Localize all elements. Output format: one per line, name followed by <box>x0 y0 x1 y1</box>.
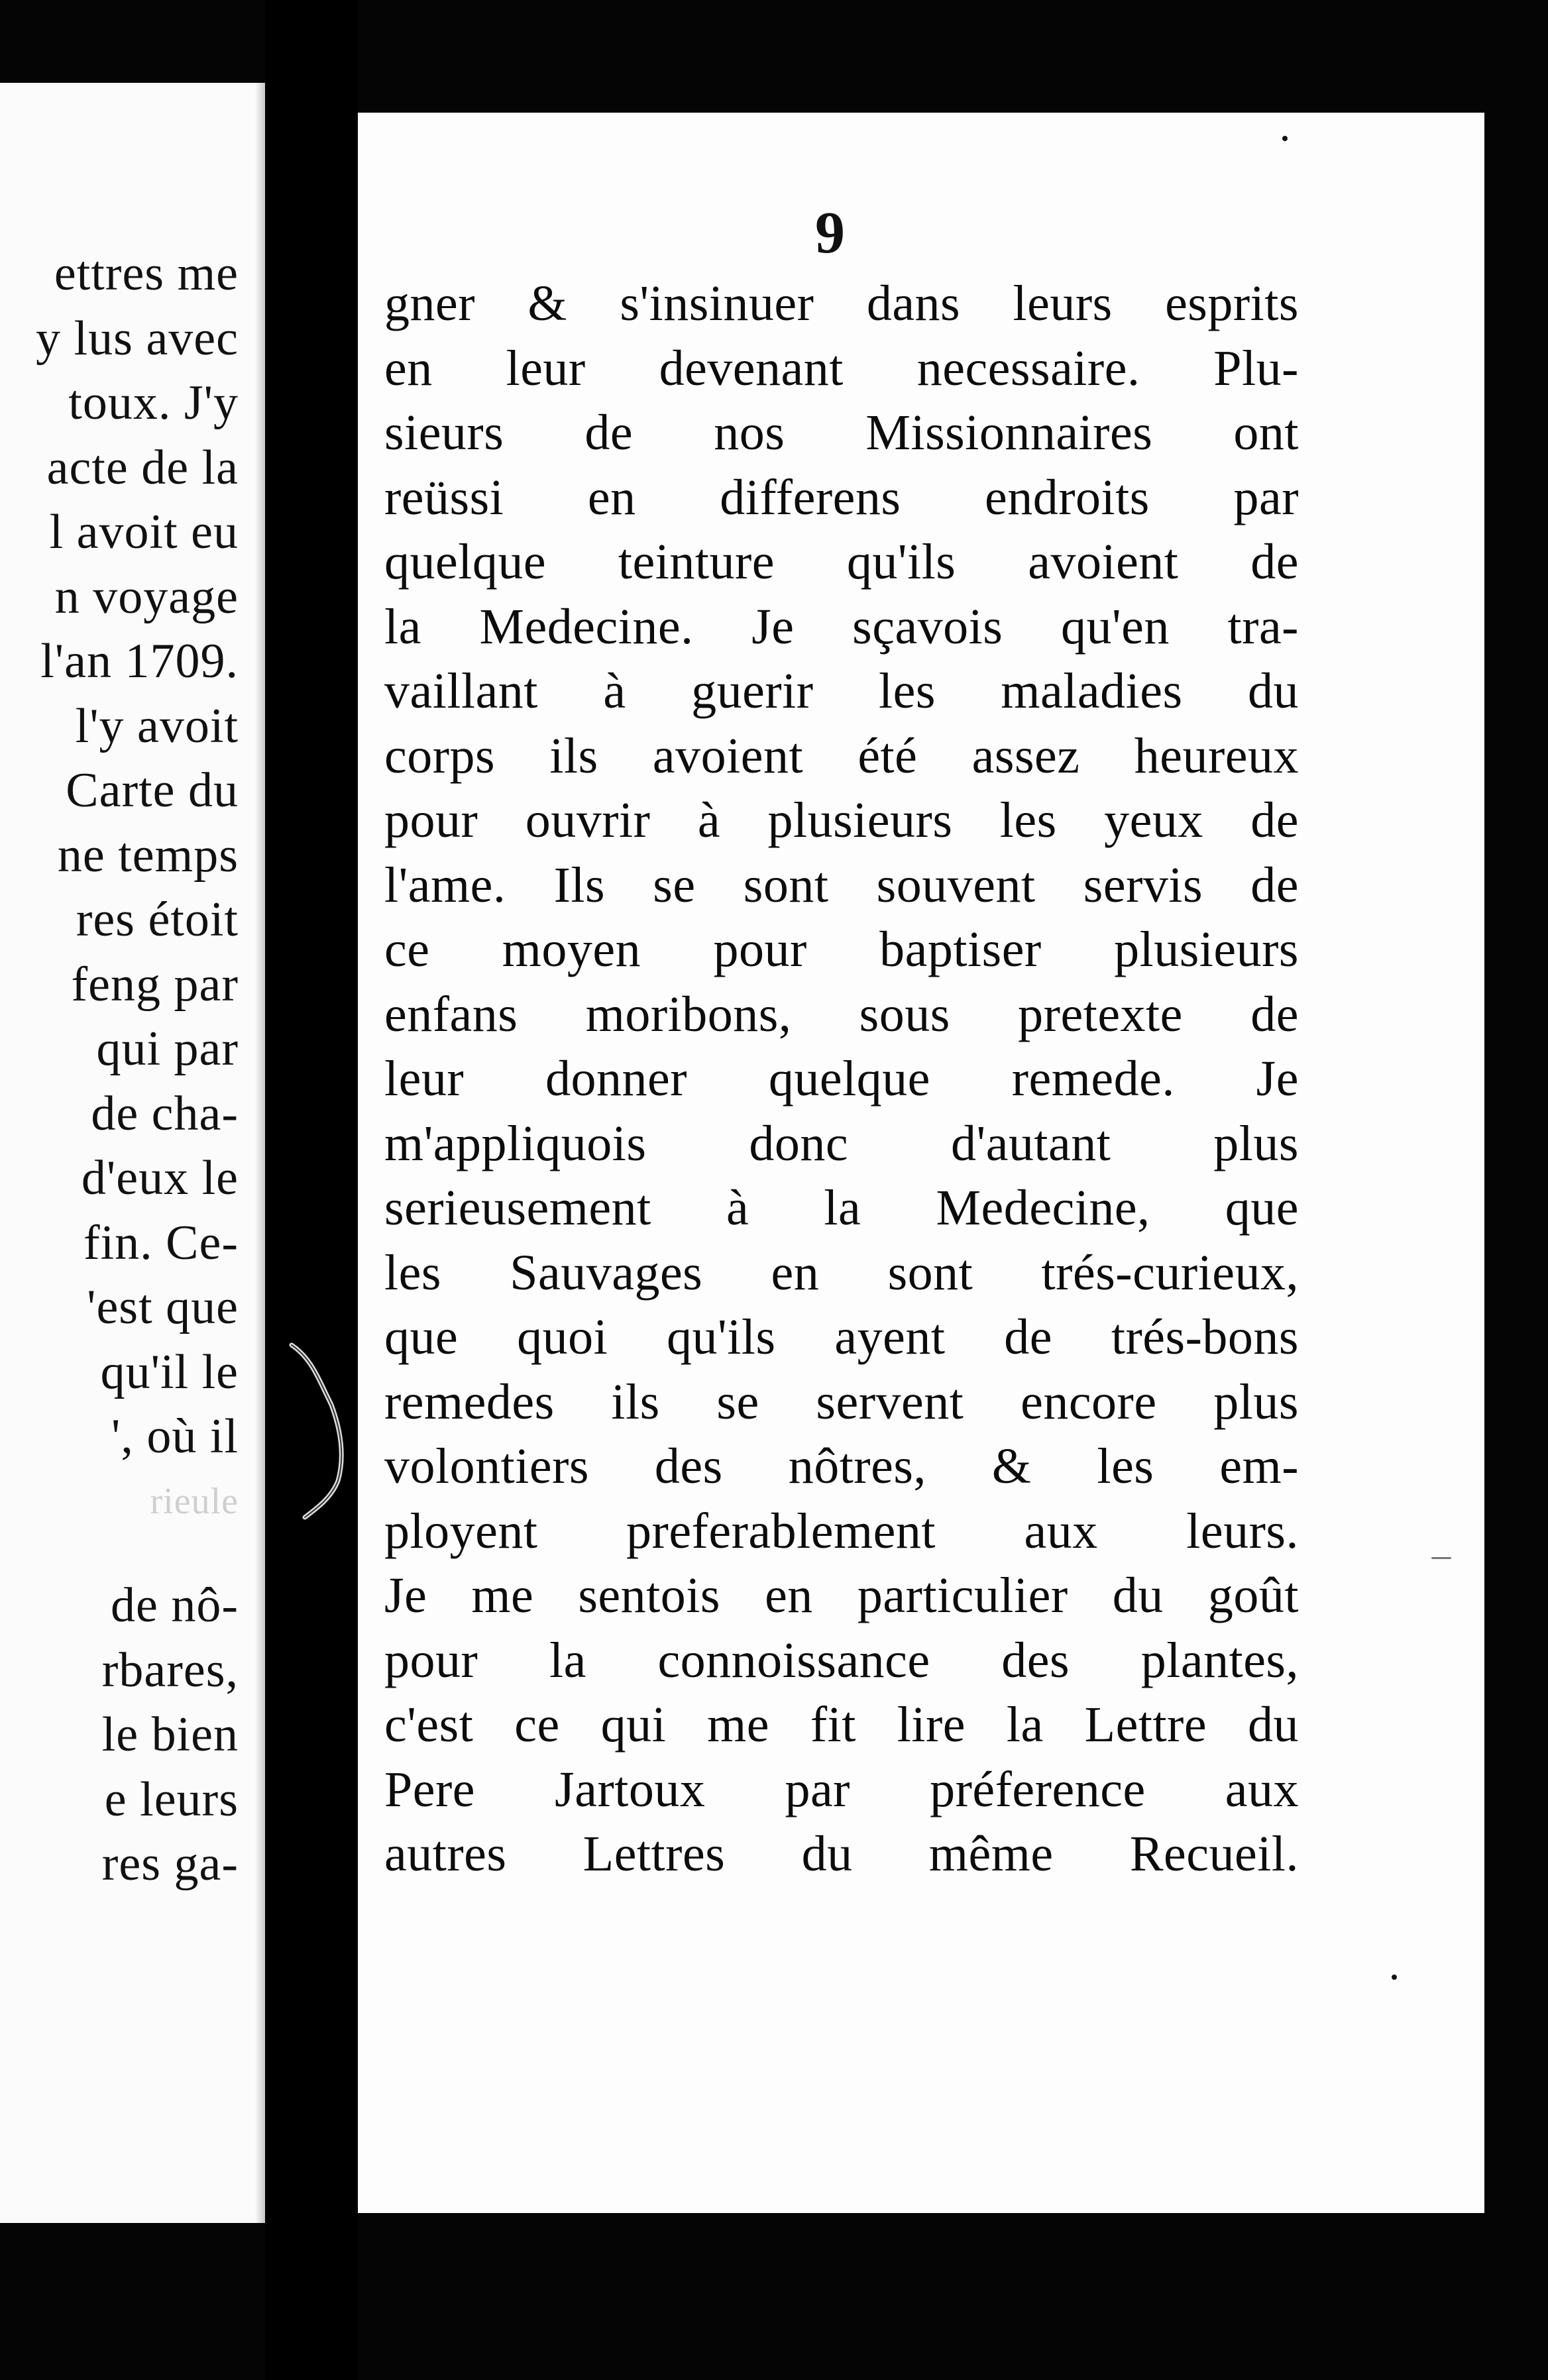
text-line: la Medecine. Je sçavois qu'en tra- <box>384 598 1299 655</box>
speck-mark <box>1431 1557 1451 1559</box>
left-line: le bien <box>101 1707 239 1762</box>
left-line: de nô- <box>111 1578 239 1633</box>
text-line: que quoi qu'ils ayent de trés-bons <box>384 1309 1299 1365</box>
left-line: toux. J'y <box>68 376 239 430</box>
left-line: n voyage <box>54 569 239 624</box>
left-line: feng par <box>71 957 239 1012</box>
right-page-text <box>358 272 1299 1887</box>
left-line: Carte du <box>66 763 239 818</box>
left-line: e leurs <box>104 1772 239 1827</box>
text-line: reüssi en differens endroits par <box>384 469 1299 525</box>
text-line: ployent preferablement aux leurs. <box>384 1503 1299 1559</box>
speck-mark <box>1282 136 1288 141</box>
left-line: d'eux le <box>81 1151 239 1205</box>
binding-thread <box>278 1338 371 1524</box>
left-line: de cha- <box>91 1086 239 1141</box>
text-line: vaillant à guerir les maladies du <box>384 663 1299 719</box>
left-line: res ga- <box>101 1837 239 1891</box>
left-line: fin. Ce- <box>83 1215 239 1270</box>
left-line: l avoit eu <box>49 505 239 559</box>
right-page <box>358 113 1484 2213</box>
text-line: l'ame. Ils se sont souvent servis de <box>384 857 1299 913</box>
page-number: 9 <box>815 200 845 266</box>
text-line: sieurs de nos Missionnaires ont <box>384 405 1299 460</box>
left-line: ', où il <box>111 1409 239 1464</box>
left-line: qu'il le <box>100 1344 239 1399</box>
text-line: Je me sentois en particulier du goût <box>384 1568 1299 1623</box>
left-line: ettres me <box>54 246 239 301</box>
text-line: leur donner quelque remede. Je <box>384 1051 1299 1107</box>
text-line: ce moyen pour baptiser plusieurs <box>384 922 1299 977</box>
text-line: remedes ils se servent encore plus <box>384 1374 1299 1430</box>
page-edge-shadow <box>255 83 265 2223</box>
text-line: en leur devenant necessaire. Plu- <box>384 340 1299 396</box>
text-line: serieusement à la Medecine, que <box>384 1180 1299 1236</box>
paragraph-gap <box>0 1534 239 1574</box>
left-line: qui par <box>96 1022 239 1076</box>
left-line: 'est que <box>87 1280 239 1334</box>
left-line: ne temps <box>57 828 239 883</box>
left-line: rbares, <box>101 1643 239 1698</box>
speck-mark <box>1392 1974 1397 1980</box>
text-line: les Sauvages en sont trés-curieux, <box>384 1244 1299 1301</box>
left-line: res étoit <box>76 892 239 947</box>
left-line: l'an 1709. <box>40 634 239 688</box>
left-page-text <box>0 242 239 1897</box>
text-line: quelque teinture qu'ils avoient de <box>384 534 1299 590</box>
book-gutter <box>265 0 358 2380</box>
text-line: m'appliquois donc d'autant plus <box>384 1115 1299 1171</box>
text-line: pour ouvrir à plusieurs les yeux de <box>384 792 1299 848</box>
text-line: Pere Jartoux par préference aux <box>384 1761 1299 1817</box>
text-line: volontiers des nôtres, & les em- <box>384 1438 1299 1494</box>
left-page <box>0 83 265 2223</box>
text-line: pour la connoissance des plantes, <box>384 1632 1299 1688</box>
left-line: acte de la <box>46 440 239 495</box>
left-line: l'y avoit <box>75 698 239 753</box>
text-line: gner & s'insinuer dans leurs esprits <box>384 276 1299 331</box>
text-line: enfans moribons, sous pretexte de <box>384 986 1299 1042</box>
text-line: autres Lettres du même Recueil. <box>384 1826 1299 1882</box>
text-line: c'est ce qui me fit lire la Lettre du <box>384 1697 1299 1753</box>
text-line: corps ils avoient été assez heureux <box>384 728 1299 784</box>
left-faint-line: rieule <box>150 1480 239 1522</box>
left-line: y lus avec <box>36 311 239 366</box>
